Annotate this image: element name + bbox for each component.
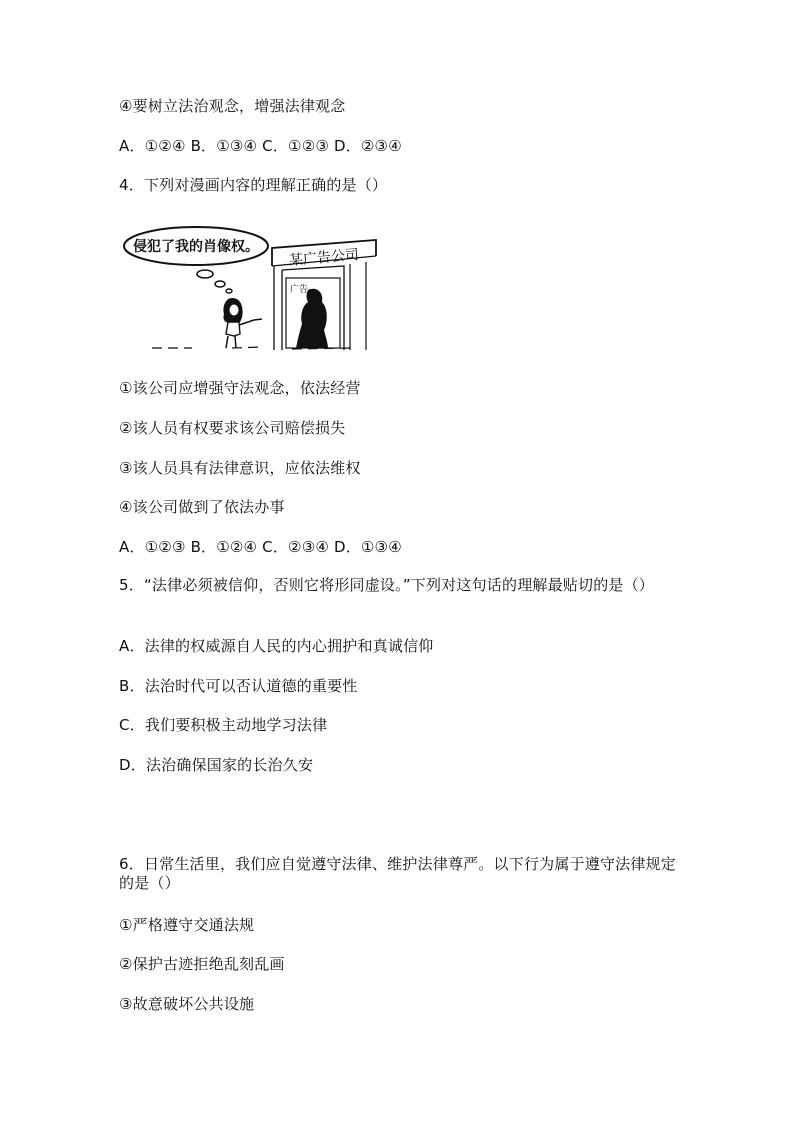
- q5-option-b: B．法治时代可以否认道德的重要性: [119, 677, 358, 695]
- q4-item-4: ④该公司做到了依法办事: [119, 498, 285, 516]
- poster-label: 广告: [290, 285, 309, 295]
- q4-item-2: ②该人员有权要求该公司赔偿损失: [119, 419, 346, 437]
- q6-stem: 6．日常生活里，我们应自觉遵守法律、维护法律尊严。以下行为属于遵守法律规定的是（）: [119, 855, 676, 892]
- q4-options: A．①②③ B．①②④ C．②③④ D．①③④: [119, 538, 402, 556]
- thought-dot: [226, 289, 232, 293]
- q6-item-1: ①严格遵守交通法规: [119, 916, 255, 934]
- q4-stem: 4．下列对漫画内容的理解正确的是（）: [119, 176, 388, 194]
- q3-item-4: ④要树立法治观念，增强法律观念: [119, 97, 346, 115]
- q6-item-2: ②保护古迹拒绝乱刻乱画: [119, 955, 285, 973]
- q5-option-d: D．法治确保国家的长治久安: [119, 756, 314, 774]
- speech-bubble-text: 侵犯了我的肖像权。: [133, 239, 259, 255]
- q3-options: A．①②④ B．①③④ C．①②③ D．②③④: [119, 137, 402, 155]
- q5-stem: 5．“法律必须被信仰，否则它将形同虚设。”下列对这句话的理解最贴切的是（）: [119, 576, 654, 594]
- q5-option-c: C．我们要积极主动地学习法律: [119, 716, 328, 734]
- q6-item-3: ③故意破坏公共设施: [119, 995, 255, 1013]
- q4-item-3: ③该人员具有法律意识，应依法维权: [119, 459, 361, 477]
- building-facade: [272, 240, 376, 350]
- thought-dot: [215, 281, 225, 287]
- girl-figure: [223, 298, 262, 348]
- company-sign-text: 某广告公司: [288, 246, 360, 270]
- q5-option-a: A．法律的权威源自人民的内心拥护和真诚信仰: [119, 637, 434, 655]
- cartoon-illustration: [122, 226, 380, 350]
- q4-item-1: ①该公司应增强守法观念，依法经营: [119, 379, 361, 397]
- thought-dot: [197, 270, 213, 278]
